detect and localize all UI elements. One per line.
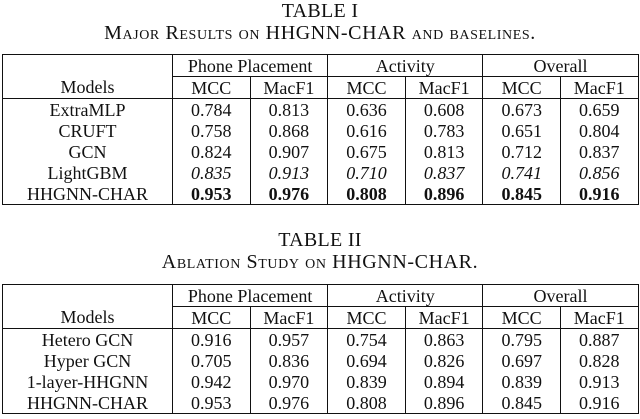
model-name: HHGNN-CHAR — [3, 183, 173, 205]
value-cell: 0.808 — [328, 183, 406, 205]
value-cell: 0.916 — [560, 183, 638, 205]
value-cell: 0.976 — [250, 392, 328, 414]
metric-header: MCC — [173, 77, 251, 99]
metric-header: MacF1 — [560, 77, 638, 99]
group-header: Overall — [483, 55, 638, 77]
metric-header: MacF1 — [250, 307, 328, 329]
table1 — [2, 54, 639, 205]
table1-body — [3, 55, 639, 205]
value-cell: 0.705 — [173, 350, 251, 371]
group-header: Activity — [328, 55, 483, 77]
value-cell: 0.837 — [405, 162, 483, 183]
value-cell: 0.953 — [173, 392, 251, 414]
group-header-row — [3, 55, 639, 77]
table-row — [3, 183, 639, 205]
metric-header: MacF1 — [560, 307, 638, 329]
metric-header: MacF1 — [405, 307, 483, 329]
model-name: HHGNN-CHAR — [3, 392, 173, 414]
value-cell: 0.863 — [405, 329, 483, 351]
value-cell: 0.835 — [173, 162, 251, 183]
table-row — [3, 162, 639, 183]
table-row — [3, 329, 639, 351]
value-cell: 0.795 — [483, 329, 561, 351]
table-row — [3, 392, 639, 414]
value-cell: 0.957 — [250, 329, 328, 351]
value-cell: 0.976 — [250, 183, 328, 205]
value-cell: 0.907 — [250, 141, 328, 162]
value-cell: 0.636 — [328, 99, 406, 121]
value-cell: 0.783 — [405, 120, 483, 141]
value-cell: 0.913 — [560, 371, 638, 392]
table2-body — [3, 285, 639, 414]
value-cell: 0.845 — [483, 392, 561, 414]
metric-header: MacF1 — [405, 77, 483, 99]
value-cell: 0.675 — [328, 141, 406, 162]
table2-caption — [0, 229, 640, 273]
value-cell: 0.913 — [250, 162, 328, 183]
value-cell: 0.839 — [483, 371, 561, 392]
group-header-row — [3, 285, 639, 307]
value-cell: 0.712 — [483, 141, 561, 162]
metric-header-row — [3, 307, 639, 329]
metric-header: MacF1 — [250, 77, 328, 99]
value-cell: 0.828 — [560, 350, 638, 371]
value-cell: 0.970 — [250, 371, 328, 392]
value-cell: 0.697 — [483, 350, 561, 371]
value-cell: 0.651 — [483, 120, 561, 141]
value-cell: 0.836 — [250, 350, 328, 371]
group-header: Phone Placement — [173, 285, 328, 307]
group-header: Activity — [328, 285, 483, 307]
group-header: Overall — [483, 285, 638, 307]
metric-header: MCC — [328, 307, 406, 329]
metric-header: MCC — [328, 77, 406, 99]
metric-header: MCC — [483, 77, 561, 99]
table-row — [3, 120, 639, 141]
value-cell: 0.804 — [560, 120, 638, 141]
value-cell: 0.894 — [405, 371, 483, 392]
table1-number: TABLE I — [281, 0, 359, 22]
model-name: GCN — [3, 141, 173, 162]
metric-header: MCC — [483, 307, 561, 329]
table2-number: TABLE II — [278, 229, 362, 251]
value-cell: 0.813 — [405, 141, 483, 162]
value-cell: 0.673 — [483, 99, 561, 121]
value-cell: 0.824 — [173, 141, 251, 162]
value-cell: 0.845 — [483, 183, 561, 205]
model-name: Hetero GCN — [3, 329, 173, 351]
value-cell: 0.916 — [560, 392, 638, 414]
table2 — [2, 284, 639, 414]
value-cell: 0.942 — [173, 371, 251, 392]
value-cell: 0.896 — [405, 183, 483, 205]
table-row — [3, 371, 639, 392]
model-name: LightGBM — [3, 162, 173, 183]
value-cell: 0.813 — [250, 99, 328, 121]
model-name: Hyper GCN — [3, 350, 173, 371]
models-header: Models — [3, 307, 173, 329]
models-header: Models — [3, 77, 173, 99]
table1-caption — [0, 0, 640, 44]
table-row — [3, 350, 639, 371]
metric-header-row — [3, 77, 639, 99]
value-cell: 0.953 — [173, 183, 251, 205]
metric-header: MCC — [173, 307, 251, 329]
group-header: Phone Placement — [173, 55, 328, 77]
value-cell: 0.887 — [560, 329, 638, 351]
value-cell: 0.896 — [405, 392, 483, 414]
value-cell: 0.826 — [405, 350, 483, 371]
table2-title: Ablation Study on HHGNN-CHAR. — [161, 251, 479, 273]
model-name: ExtraMLP — [3, 99, 173, 121]
table-row — [3, 141, 639, 162]
value-cell: 0.710 — [328, 162, 406, 183]
value-cell: 0.758 — [173, 120, 251, 141]
value-cell: 0.784 — [173, 99, 251, 121]
value-cell: 0.868 — [250, 120, 328, 141]
model-name: CRUFT — [3, 120, 173, 141]
value-cell: 0.741 — [483, 162, 561, 183]
value-cell: 0.659 — [560, 99, 638, 121]
table1-title: Major Results on HHGNN-CHAR and baselines. — [104, 22, 536, 44]
value-cell: 0.839 — [328, 371, 406, 392]
value-cell: 0.616 — [328, 120, 406, 141]
table-row — [3, 99, 639, 121]
value-cell: 0.694 — [328, 350, 406, 371]
corner-cell — [3, 55, 173, 77]
model-name: 1-layer-HHGNN — [3, 371, 173, 392]
value-cell: 0.856 — [560, 162, 638, 183]
value-cell: 0.837 — [560, 141, 638, 162]
value-cell: 0.808 — [328, 392, 406, 414]
corner-cell — [3, 285, 173, 307]
value-cell: 0.754 — [328, 329, 406, 351]
value-cell: 0.608 — [405, 99, 483, 121]
value-cell: 0.916 — [173, 329, 251, 351]
